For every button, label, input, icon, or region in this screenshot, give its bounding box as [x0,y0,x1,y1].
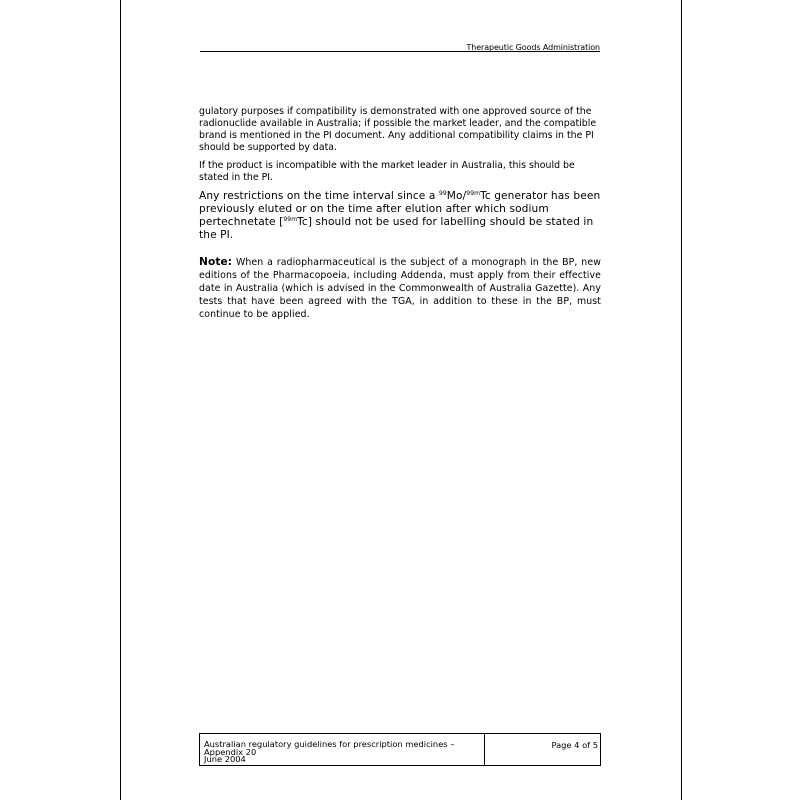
paragraph-note [199,256,601,321]
superscript-99: 99 [438,190,447,197]
note-text: When a radiopharmaceutical is the subject of a monograph in the BP, new editions of the Pharmacopoeia, including Addenda, must apply from their effective date in Australia (which is advised in the Commonwealth of Australia Gazette). Any tests that have been agreed with the TGA, in addition to these in the BP, must continue to be applied. [199,257,601,320]
paragraph-compatibility: gulatory purposes if compatibility is demonstrated with one approved source of the radionuclide available in Australia; if possible the market leader, and the compatible brand is mentioned in the PI document. Any additional compatibility claims in the PI should be supported by data. [199,106,597,153]
footer-guideline-title: Australian regulatory guidelines for prescription medicines – [204,739,455,749]
restrictions-text-4: Tc] should not be used for labelling should be stated in the PI. [199,216,594,241]
restrictions-text-2: Mo/ [446,190,467,202]
note-label: Note: [199,256,233,268]
restrictions-text-1: Any restrictions on the time interval since a [199,190,439,202]
footer-appendix: Appendix 20 [204,746,257,757]
footer-date: June 2004 [204,754,246,765]
footer-document-info [200,734,485,765]
page-body [199,106,601,327]
footer-page-number: Page 4 of 5 [551,740,598,750]
footer-box [199,733,601,766]
header-rule [200,51,600,52]
superscript-99m-2: 99m [283,216,298,223]
header-title: Therapeutic Goods Administration [466,43,600,52]
superscript-99m: 99m [466,190,481,197]
paragraph-incompatible: If the product is incompatible with the market leader in Australia, this should be stated in the PI. [199,160,575,183]
restrictions-text-3: Tc generator has been previously eluted or on the time after elution after which sodium pertechnetate [ [199,190,601,228]
paragraph-restrictions [199,190,601,242]
